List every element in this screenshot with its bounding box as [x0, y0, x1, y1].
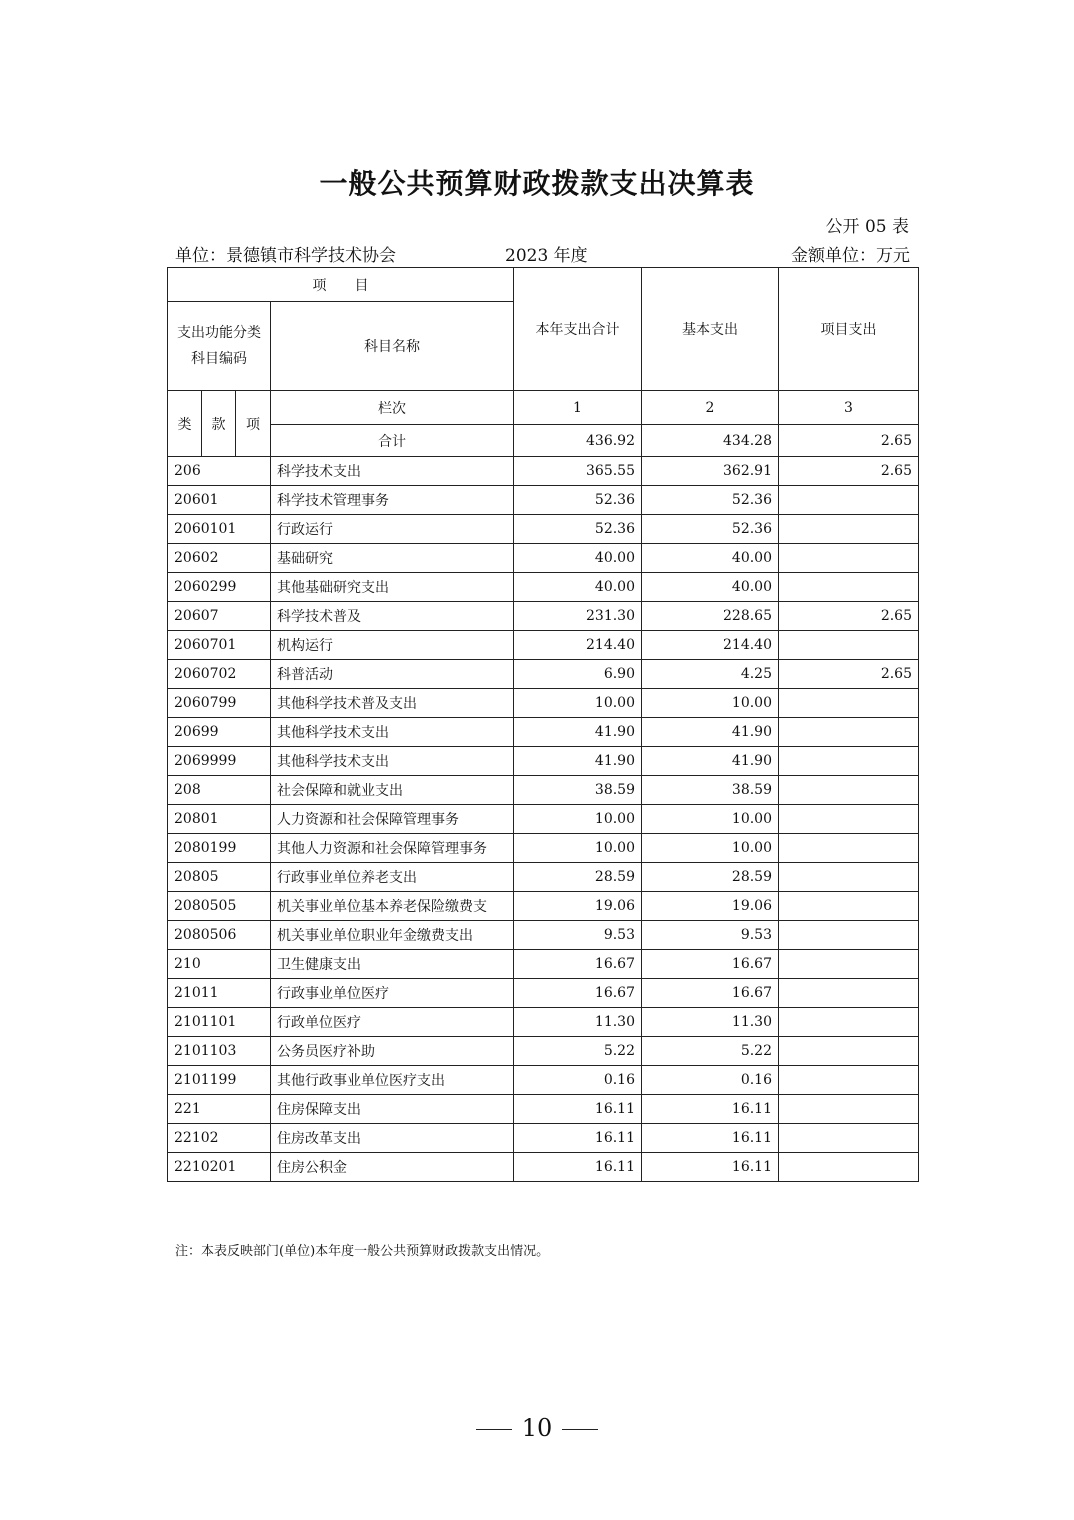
row-name: 机关事业单位基本养老保险缴费支 [271, 892, 514, 921]
budget-table [167, 267, 919, 1182]
row-total: 9.53 [514, 921, 642, 950]
year-label: 2023 年度 [505, 246, 588, 266]
row-basic: 228.65 [642, 602, 779, 631]
table-row [168, 573, 919, 602]
row-project [779, 805, 919, 834]
row-project [779, 1124, 919, 1153]
row-project [779, 544, 919, 573]
row-basic: 0.16 [642, 1066, 779, 1095]
row-name: 行政事业单位养老支出 [271, 863, 514, 892]
row-total: 40.00 [514, 573, 642, 602]
row-total: 41.90 [514, 747, 642, 776]
table-row [168, 747, 919, 776]
row-project: 2.65 [779, 602, 919, 631]
row-basic: 41.90 [642, 718, 779, 747]
row-basic: 16.11 [642, 1153, 779, 1182]
row-project [779, 515, 919, 544]
row-total: 28.59 [514, 863, 642, 892]
row-code: 2060101 [168, 515, 271, 544]
header-project-col: 项目支出 [779, 268, 919, 391]
row-name: 卫生健康支出 [271, 950, 514, 979]
unit-label: 单位：景德镇市科学技术协会 [175, 246, 396, 266]
row-name: 行政运行 [271, 515, 514, 544]
row-total: 16.67 [514, 979, 642, 1008]
row-total: 16.11 [514, 1153, 642, 1182]
row-basic: 52.36 [642, 515, 779, 544]
row-name: 其他人力资源和社会保障管理事务 [271, 834, 514, 863]
row-project [779, 486, 919, 515]
table-row [168, 1066, 919, 1095]
table-row [168, 979, 919, 1008]
header-project: 项 目 [168, 268, 514, 302]
row-total: 52.36 [514, 515, 642, 544]
row-project [779, 1095, 919, 1124]
table-row [168, 602, 919, 631]
row-project [779, 573, 919, 602]
row-name: 基础研究 [271, 544, 514, 573]
table-row [168, 515, 919, 544]
row-name: 住房改革支出 [271, 1124, 514, 1153]
row-name: 其他科学技术支出 [271, 747, 514, 776]
header-subject-name: 科目名称 [271, 302, 514, 391]
table-row [168, 689, 919, 718]
table-row [168, 631, 919, 660]
row-code: 20699 [168, 718, 271, 747]
row-basic: 5.22 [642, 1037, 779, 1066]
table-row [168, 863, 919, 892]
row-code: 2060799 [168, 689, 271, 718]
row-basic: 16.11 [642, 1095, 779, 1124]
row-project [779, 776, 919, 805]
header-total-col: 本年支出合计 [514, 268, 642, 391]
row-basic: 10.00 [642, 805, 779, 834]
row-basic: 4.25 [642, 660, 779, 689]
row-code: 206 [168, 457, 271, 486]
row-project [779, 631, 919, 660]
table-row [168, 805, 919, 834]
page-number [0, 1414, 1074, 1442]
row-name: 住房保障支出 [271, 1095, 514, 1124]
table-code: 公开 05 表 [825, 217, 909, 237]
page-dash-left [476, 1429, 512, 1430]
amount-unit-label: 金额单位：万元 [791, 246, 910, 266]
table-row [168, 776, 919, 805]
row-code: 20801 [168, 805, 271, 834]
row-name: 科学技术管理事务 [271, 486, 514, 515]
row-code: 2069999 [168, 747, 271, 776]
row-basic: 40.00 [642, 544, 779, 573]
row-code: 2101103 [168, 1037, 271, 1066]
row-name: 科学技术支出 [271, 457, 514, 486]
row-code: 20602 [168, 544, 271, 573]
header-func-class [168, 302, 271, 391]
sum-label: 合计 [271, 425, 514, 457]
row-total: 11.30 [514, 1008, 642, 1037]
row-project [779, 1008, 919, 1037]
row-project [779, 921, 919, 950]
row-total: 231.30 [514, 602, 642, 631]
meta-line [175, 241, 910, 265]
page-dash-right [562, 1429, 598, 1430]
row-code: 210 [168, 950, 271, 979]
header-xiang: 项 [236, 391, 271, 457]
row-total: 16.67 [514, 950, 642, 979]
row-total: 16.11 [514, 1124, 642, 1153]
row-total: 10.00 [514, 805, 642, 834]
row-name: 人力资源和社会保障管理事务 [271, 805, 514, 834]
row-total: 16.11 [514, 1095, 642, 1124]
row-basic: 214.40 [642, 631, 779, 660]
row-basic: 38.59 [642, 776, 779, 805]
table-row [168, 1153, 919, 1182]
row-code: 2060299 [168, 573, 271, 602]
row-total: 6.90 [514, 660, 642, 689]
sum-basic: 434.28 [642, 425, 779, 457]
row-project [779, 718, 919, 747]
row-total: 214.40 [514, 631, 642, 660]
table-row [168, 834, 919, 863]
row-code: 20607 [168, 602, 271, 631]
row-name: 机构运行 [271, 631, 514, 660]
row-name: 其他行政事业单位医疗支出 [271, 1066, 514, 1095]
sum-total: 436.92 [514, 425, 642, 457]
row-basic: 40.00 [642, 573, 779, 602]
row-basic: 28.59 [642, 863, 779, 892]
row-basic: 41.90 [642, 747, 779, 776]
sum-project: 2.65 [779, 425, 919, 457]
table-row [168, 457, 919, 486]
table-row [168, 1124, 919, 1153]
row-total: 38.59 [514, 776, 642, 805]
table-row [168, 892, 919, 921]
row-total: 10.00 [514, 834, 642, 863]
row-project [779, 747, 919, 776]
row-code: 21011 [168, 979, 271, 1008]
row-name: 行政单位医疗 [271, 1008, 514, 1037]
table-row [168, 1095, 919, 1124]
row-basic: 9.53 [642, 921, 779, 950]
row-code: 20805 [168, 863, 271, 892]
row-basic: 11.30 [642, 1008, 779, 1037]
row-code: 2101101 [168, 1008, 271, 1037]
row-project [779, 834, 919, 863]
row-name: 住房公积金 [271, 1153, 514, 1182]
row-code: 221 [168, 1095, 271, 1124]
table-row [168, 1037, 919, 1066]
header-col2: 2 [642, 391, 779, 425]
header-func-class-line2: 科目编码 [191, 351, 247, 367]
row-code: 208 [168, 776, 271, 805]
page-number-value: 10 [521, 1414, 553, 1442]
row-total: 10.00 [514, 689, 642, 718]
header-basic-col: 基本支出 [642, 268, 779, 391]
row-code: 2101199 [168, 1066, 271, 1095]
row-basic: 16.67 [642, 950, 779, 979]
table-row [168, 486, 919, 515]
row-code: 2080505 [168, 892, 271, 921]
row-project [779, 892, 919, 921]
row-code: 2080506 [168, 921, 271, 950]
table-row [168, 1008, 919, 1037]
row-basic: 16.67 [642, 979, 779, 1008]
row-total: 40.00 [514, 544, 642, 573]
row-total: 0.16 [514, 1066, 642, 1095]
row-code: 2210201 [168, 1153, 271, 1182]
row-project [779, 689, 919, 718]
row-total: 52.36 [514, 486, 642, 515]
row-name: 机关事业单位职业年金缴费支出 [271, 921, 514, 950]
header-func-class-line1: 支出功能分类 [177, 325, 261, 341]
row-basic: 52.36 [642, 486, 779, 515]
row-project [779, 950, 919, 979]
row-code: 2080199 [168, 834, 271, 863]
row-code: 22102 [168, 1124, 271, 1153]
row-basic: 19.06 [642, 892, 779, 921]
table-row [168, 921, 919, 950]
row-name: 其他科学技术普及支出 [271, 689, 514, 718]
row-name: 其他科学技术支出 [271, 718, 514, 747]
row-total: 41.90 [514, 718, 642, 747]
header-col3: 3 [779, 391, 919, 425]
row-code: 2060702 [168, 660, 271, 689]
row-project: 2.65 [779, 457, 919, 486]
row-name: 其他基础研究支出 [271, 573, 514, 602]
row-project: 2.65 [779, 660, 919, 689]
row-basic: 10.00 [642, 689, 779, 718]
row-project [779, 863, 919, 892]
header-col1: 1 [514, 391, 642, 425]
row-code: 2060701 [168, 631, 271, 660]
row-project [779, 1153, 919, 1182]
row-project [779, 979, 919, 1008]
table-row [168, 660, 919, 689]
page-title: 一般公共预算财政拨款支出决算表 [319, 167, 755, 200]
row-total: 19.06 [514, 892, 642, 921]
table-note: 注：本表反映部门(单位)本年度一般公共预算财政拨款支出情况。 [175, 1244, 550, 1259]
row-basic: 362.91 [642, 457, 779, 486]
header-lanci: 栏次 [271, 391, 514, 425]
row-name: 科学技术普及 [271, 602, 514, 631]
row-total: 365.55 [514, 457, 642, 486]
row-name: 行政事业单位医疗 [271, 979, 514, 1008]
row-code: 20601 [168, 486, 271, 515]
table-row [168, 544, 919, 573]
table-row [168, 718, 919, 747]
header-lei: 类 [168, 391, 202, 457]
row-total: 5.22 [514, 1037, 642, 1066]
row-basic: 10.00 [642, 834, 779, 863]
row-name: 公务员医疗补助 [271, 1037, 514, 1066]
row-basic: 16.11 [642, 1124, 779, 1153]
row-name: 社会保障和就业支出 [271, 776, 514, 805]
row-project [779, 1066, 919, 1095]
row-project [779, 1037, 919, 1066]
header-kuan: 款 [202, 391, 236, 457]
row-name: 科普活动 [271, 660, 514, 689]
table-row [168, 950, 919, 979]
